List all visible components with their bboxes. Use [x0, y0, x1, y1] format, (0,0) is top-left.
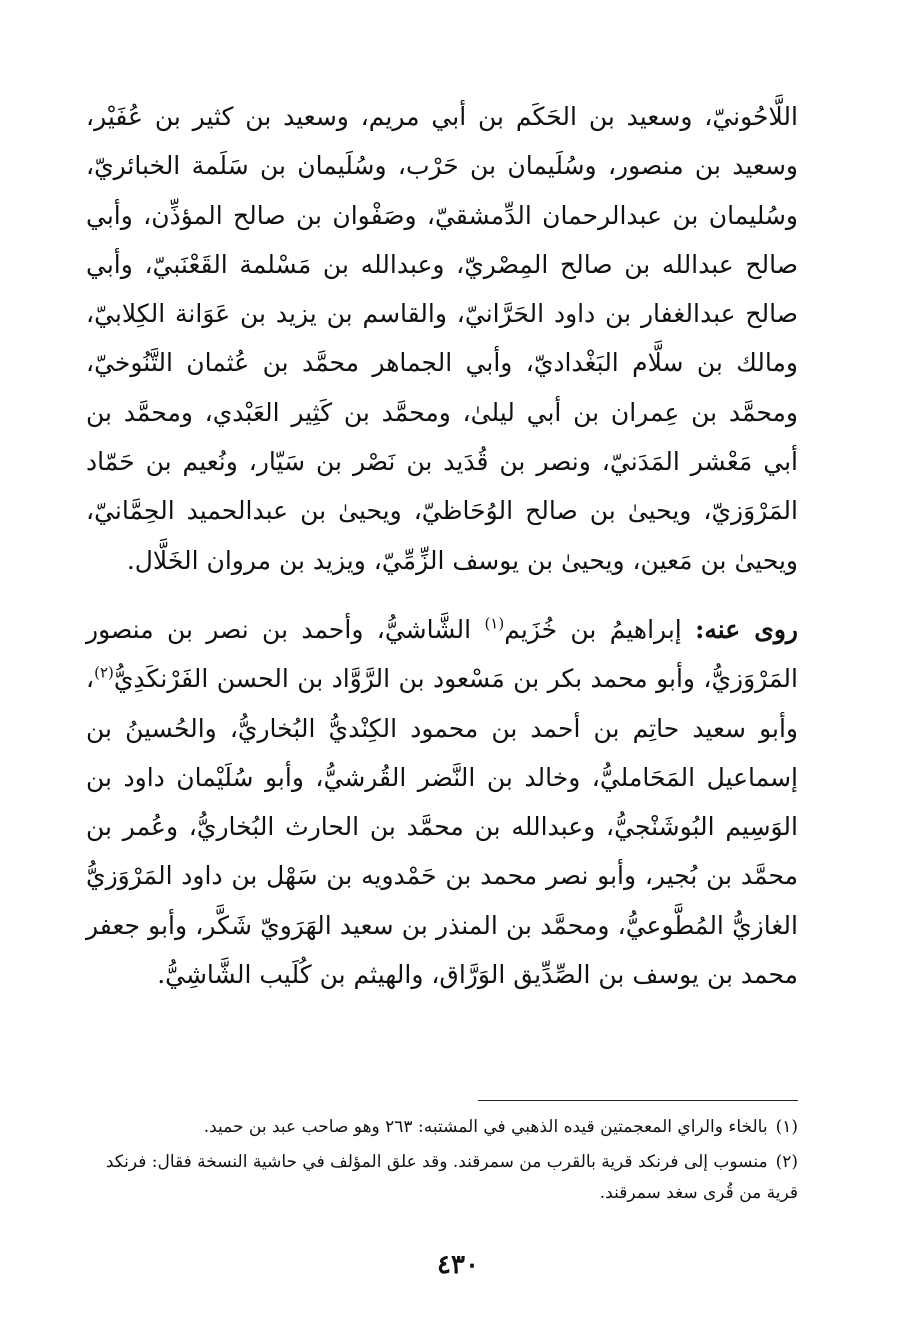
footnote-number: (١)	[775, 1117, 798, 1137]
students-text-a: إبراهيمُ بن خُزَيم	[504, 614, 682, 644]
students-text-b: الشَّاشيُّ، وأحمد بن نصر بن منصور المَرْوَزيُّ، وأبو محمد بكر بن مَسْعود بن الرَّوَّاد بن الحسن الفَرْنكَدِيُّ	[86, 614, 798, 694]
students-paragraph	[86, 605, 798, 999]
footnote-ref-2: (٢)	[94, 663, 114, 682]
footnote-ref-1: (١)	[484, 614, 505, 633]
footnote-text: منسوب إلى فرنكد قرية بالقرب من سمرقند. وقد علق المؤلف في حاشية النسخة فقال: فرنكد قرية من قُرى سغد سمرقند.	[105, 1152, 798, 1203]
footnote-1	[96, 1112, 798, 1143]
narrated-from-him-heading: روى عنه:	[695, 614, 798, 644]
footnote-number: (٢)	[775, 1152, 798, 1172]
page-number: ٤٣٠	[437, 1250, 479, 1280]
teachers-paragraph: اللَّاحُونيّ، وسعيد بن الحَكَم بن أبي مريم، وسعيد بن كثير بن عُفَيْر، وسعيد بن منصور، وسُلَيمان بن حَرْب، وسُلَيمان بن سَلَمة الخبائريّ، وسُليمان بن عبدالرحمان الدِّمشقيّ، وصَفْوان بن صالح المؤذِّن، وأبي صالح عبدالله بن صالح المِصْريّ، وعبدالله بن مَسْلمة القَعْنَبيّ، وأبي صالح عبدالغفار بن داود الحَرَّانيّ، والقاسم بن يزيد بن عَوَانة الكِلابيّ، ومالك بن سلَّام البَغْداديّ، وأبي الجماهر محمَّد بن عُثمان التَّنُوخيّ، ومحمَّد بن عِمران بن أبي ليلىٰ، ومحمَّد بن كَثِير العَبْدي، ومحمَّد بن أبي مَعْشر المَدَنيّ، ونصر بن قُدَيد بن نَصْر بن سَيّار، ونُعيم بن حَمّاد المَرْوَزيّ، ويحيىٰ بن صالح الوُحَاظيّ، ويحيىٰ بن عبدالحميد الحِمَّانيّ، ويحيىٰ بن مَعين، ويحيىٰ بن يوسف الزِّمِّيّ، ويزيد بن مروان الخَلَّال.	[86, 102, 798, 575]
footnotes	[96, 1112, 798, 1213]
footnote-separator	[478, 1100, 798, 1101]
main-text	[86, 92, 798, 999]
students-text-c: ، وأبو سعيد حاتِم بن أحمد بن محمود الكِنْديُّ البُخاريُّ، والحُسينُ بن إسماعيل المَحَامليُّ، وخالد بن النَّضر القُرشيُّ، وأبو سُلَيْمان داود بن الوَسِيم البُوشَنْجيُّ، وعبدالله بن محمَّد بن الحارث البُخاريُّ، وعُمر بن محمَّد بن بُجير، وأبو نصر محمد بن حَمْدويه بن سَهْل بن داود المَرْوَزيُّ الغازيُّ المُطَّوعيُّ، ومحمَّد بن المنذر بن سعيد الهَرَويّ شَكَّر، وأبو جعفر محمد بن يوسف بن الصِّدِّيق الوَرَّاق، والهيثم بن كُلَيب الشَّاشِيُّ.	[86, 664, 798, 990]
footnote-text: بالخاء والراي المعجمتين قيده الذهبي في المشتبه: ٢٦٣ وهو صاحب عبد بن حميد.	[203, 1117, 768, 1137]
footnote-2	[96, 1147, 798, 1209]
